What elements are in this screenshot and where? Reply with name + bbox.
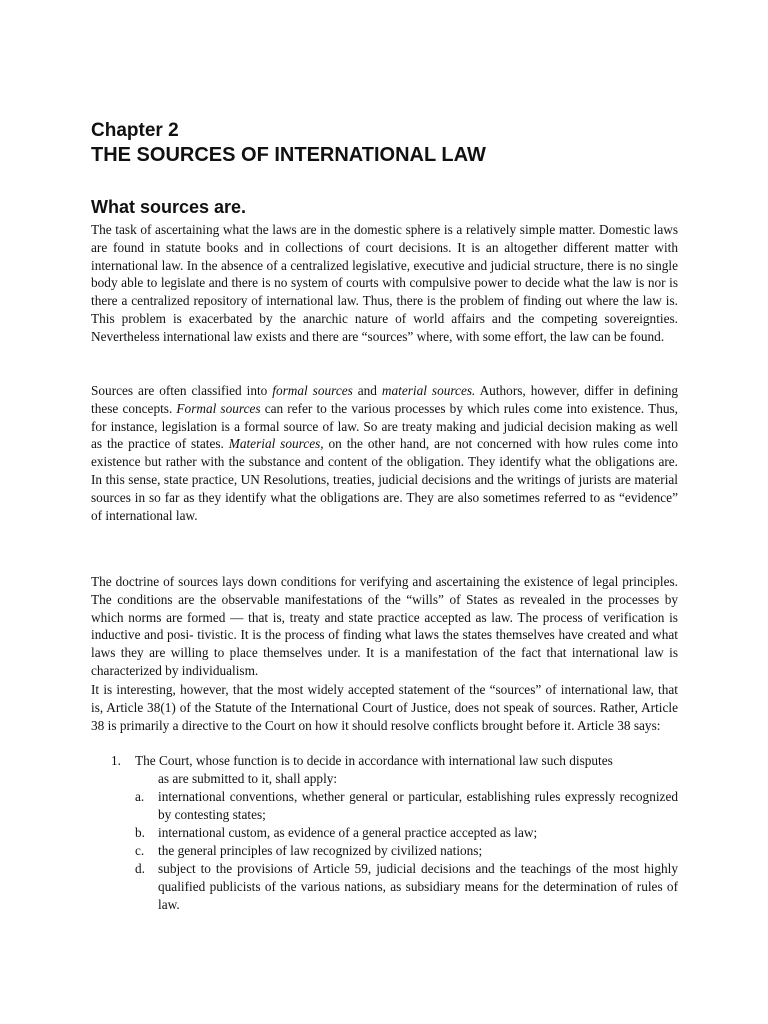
emphasis-material-sources-2: Material sources, [228,436,324,452]
sub-list-text: the general principles of law recognized by civilized nations; [158,843,483,858]
sub-list-text: international custom, as evidence of a general practice accepted as law; [158,825,538,840]
chapter-label: Chapter 2 [91,120,179,141]
emphasis-formal-sources: formal sources [272,383,353,398]
chapter-title: THE SOURCES OF INTERNATIONAL LAW [91,144,486,166]
list-item-text: The Court, whose function is to decide in accordance with international law such disputes [135,753,613,768]
paragraph-text: Sources are often classified into [91,383,273,398]
paragraph-doctrine-of-sources: The doctrine of sources lays down conditions for verifying and ascertaining the existence of legal principles. The conditions are the observable manifestations of the “wills” of States as revealed in the processes by which norms are formed — that is, treaty and state practice accepted as law. The process of verification is inductive and posi- tivistic. It is the process of finding what laws the states themselves have created and what laws they are willing to place themselves under. It is a manifestation of the fact that international law is characterized by individualism. [91,574,678,678]
list-item-number: 1. [111,753,121,768]
paragraph-text: and [352,383,382,398]
paragraph-text: can refer to the various processes by which rules come into existence. Thus, for instance, legislation is a formal source of law. So are treaty making and judicial decision making as well as the practice of states. [91,400,678,452]
paragraph-text: Authors, however, differ in defining these concepts. [91,383,679,416]
sub-list-text: subject to the provisions of Article 59, judicial decisions and the teachings of the most highly qualified publicists of the various nations, as subsidiary means for the determination of rules of law. [158,861,678,912]
section-heading: What sources are. [91,197,247,217]
sub-list-letter: a. [135,789,145,804]
list-item-continuation: as are submitted to it, shall apply: [158,771,338,786]
paragraph-classification-of-sources [91,382,678,524]
emphasis-formal-sources-2: Formal sources [176,400,261,416]
emphasis-material-sources: material sources. [381,383,476,398]
sub-list-text: international conventions, whether general or particular, establishing rules expressly recognized by contesting states; [158,789,678,822]
sub-list-letter: d. [135,861,145,876]
sub-list-letter: c. [135,843,145,858]
paragraph-article-38: It is interesting, however, that the most widely accepted statement of the “sources” of international law, that is, Article 38(1) of the Statute of the International Court of Justice, does not speak of sources. Rather, Article 38 is primarily a directive to the Court on how it should resolve conflicts brought before it. Article 38 says: [91,682,678,733]
paragraph-text: on the other hand, are not concerned with how rules come into existence but rather with the substance and content of the obligation. They identify what the obligations are. In this sense, state practice, UN Resolutions, treaties, judicial decisions and the writings of jurists are material sources in so far as they identify what the obligations are. They are also sometimes referred to as “evidence” of international law. [91,436,678,523]
sub-list-letter: b. [135,825,145,840]
paragraph-task-of-ascertaining: The task of ascertaining what the laws are in the domestic sphere is a relatively simple matter. Domestic laws are found in statute books and in collections of court decisions. It is an altogether different matter with international law. In the absence of a centralized legislative, executive and judicial structure, there is no single body able to legislate and there is no system of courts with compulsive power to decide what the law is nor is there a centralized repository of international law. Thus, there is the problem of finding out where the law is. This problem is exacerbated by the anarchic nature of world affairs and the competing sovereignties. Nevertheless international law exists and there are “sources” where, with some effort, the law can be found. [91,222,678,344]
